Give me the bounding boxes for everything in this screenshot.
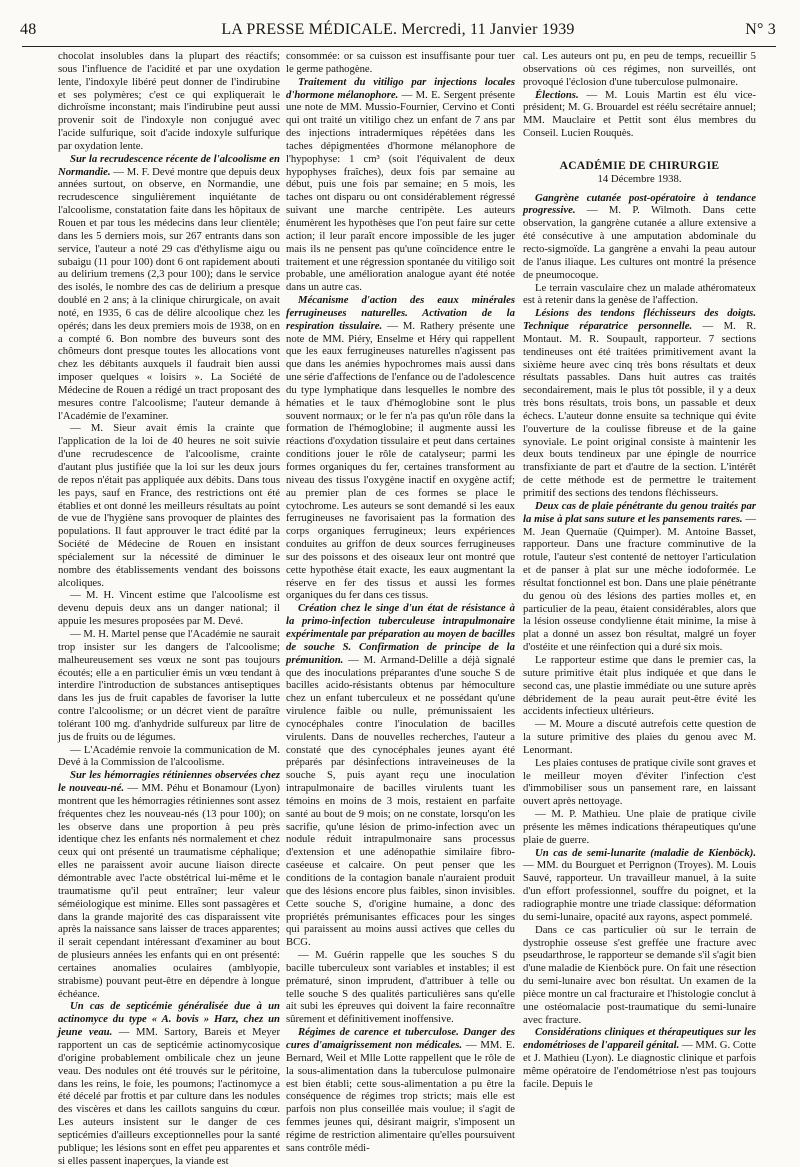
article-paragraph [523,847,756,924]
paragraph-text: — M. Sieur avait émis la crainte que l'application de la loi de 40 heures ne soit suivie d'une recrudescence de l'alcoolisme, crainte d'autant plus justifiée que la loi sur les deux jours de repos n'était pas appliquée aux débits. Dans tous les pays, sauf en France, des restrictions ont été établies et ont donné les meilleurs résultats au point de vue de l'hygiène sans provoquer de plaintes des populations. Il faut approuver le tract édité par la Société de Médecine de Rouen en insistant spécialement sur la nécessité de diminuer le nombre des établissements vendant des boissons alcoliques. [58,422,280,589]
column-middle [286,50,516,1154]
section-heading: ACADÉMIE DE CHIRURGIE [559,159,720,172]
article-paragraph [58,153,280,423]
article-paragraph [523,718,756,757]
paragraph-text: Le terrain vasculaire chez un malade athéromateux est à retenir dans la genèse de l'affection. [523,281,756,307]
paragraph-text: — M. Louis Martin est élu vice-président; M. G. Brouardel est réélu secrétaire annuel; MM. Mauclaire et Pettit sont élus membres du Conseil. Lucien Rouquès. [523,88,756,140]
article-paragraph [286,76,515,294]
journal-title: LA PRESSE MÉDICALE. Mercredi, 11 Janvier 1939 [221,21,575,38]
article-title: Régimes de carence et tuberculose. Danger des cures d'amaigrissement non médicales. [286,1026,515,1051]
article-paragraph [286,294,515,602]
paragraph-text: — M. H. Martel pense que l'Académie ne saurait trop insister sur les dangers de l'alcoolisme; malheureusement ses vœux ne sont pas toujours écoutés; elle a en particulier émis un vœu tendant à interdire l'introduction de substances antiseptiques dans les jus de fruit capables de favoriser la lutte contre l'alcoolisme; or un décret vient de paraître tolérant 100 mg. d'anhydride sulfureux par litre de jus de fruits ou de légumes. [58,627,280,743]
paragraph-text: — M. R. Montaut. M. R. Soupault, rapporteur. 7 sections tendineuses ont été traitées primitivement avant la sixième heure avec cinq très bons résultats et deux résultats passables. Dans huit autres cas traités secondairement, mais le plus tôt possible, il y a deux très bons résultats, trois bons, un passable et deux échecs. L'auteur donne ensuite sa technique qui évite l'ouverture de la coulisse fibreuse et de la gaine synoviale. Le point original consiste à maintenir les deux bouts tendineux par une épingle de nourrice transfixiante de part et d'autre de la section. L'intérêt de cette méthode est de permettre le traitement primitif des sections des tendons fléchisseurs. [523,320,756,499]
article-title: Sur les hémorragies rétiniennes observées chez le nouveau-né. [58,769,280,795]
paragraph-text: Les plaies contuses de pratique civile sont graves et le meilleur moyen d'éviter l'infection c'est d'immobiliser sous un pansement rare, en laissant ouvert après nettoyage. [523,756,756,808]
paragraph-text: — M. Armand-Delille a déjà signalé que des inoculations préparantes d'une souche S de bacilles acido-résistants obtenus par hémoculture chez un enfant tuberculeux et ne possédant qu'une virulence faible ou nulle, prémunissaient les cynocéphales contre l'inoculation de bacilles virulents. Dans de nouvelles recherches, l'auteur a constaté que des cynocéphales jeunes ayant été préparés par désinfections intraveineuses de la souche S, puis ayant reçu une inoculation intrapulmonaire de bacilles virulents tuant les témoins en moins de 3 mois, restaient en parfaite santé au bout de 9 mois; on ne constate, lorsqu'on les sacrifie, qu'une lésion de primo-infection avec un nodule réduit intrapulmonaire sans processus d'extension et une adénopathie similaire fibro-caséeuse et calcaire. On peut penser que les conditions de la contagion banale n'auraient produit que des lésions encore plus faibles, sinon invisibles. Cette souche S, d'origine humaine, a donc des propriétés prémunisantes efficaces pour les singes qui paraissent au moins aussi actives que celles du BCG. [286,653,515,949]
article-title: Un cas de semi-lunarite (maladie de Kienböck). [535,846,756,859]
article-paragraph [523,50,756,89]
paragraph-text: — M. H. Vincent estime que l'alcoolisme est devenu depuis deux ans un danger national; il appuie les mesures proposées par M. Devé. [58,589,280,628]
paragraph-text: — M. Moure a discuté autrefois cette question de la suture primitive des plaies du genou avec M. Lenormant. [523,718,756,756]
article-paragraph [286,602,515,949]
article-paragraph [523,808,756,847]
paragraph-text: Dans ce cas particulier où sur le terrain de dystrophie osseuse s'est greffée une fracture avec pseudarthrose, le rapporteur se demande s'il s'agit bien d'une maladie de Kienböck pure. On fait une résection du semi-lunaire avec bon résultat. Un examen de la pièce montre un cal fracturaire et l'histologie conclut à une ostéomalacie post-traumatique du semi-lunaire avec fracture. [523,923,756,1026]
article-paragraph [523,89,756,140]
article-title: Mécanisme d'action des eaux minérales ferrugineuses naturelles. Activation de la respiration tissulaire. [286,294,515,332]
article-paragraph [523,307,756,500]
article-paragraph [286,50,515,76]
paragraph-text: chocolat insolubles dans la plupart des réactifs; sous l'influence de l'acidité et par une oxydation lente, l'indoxyle libéré peut donner de l'indirubine et ses polymères; c'est ce qui expliquerait le dichroïsme inconstant; mais l'indirubine peut aussi provenir soit de l'indoxyle non conjugué avec l'acide sulfurique, soit d'acide indoxyle sulfurique par oxydation lente. [58,50,280,152]
article-paragraph [58,422,280,589]
section-date: 14 Décembre 1938. [597,172,682,185]
article-title: Considérations cliniques et thérapeutiques sur les endométrioses de l'appareil génital. [523,1026,756,1052]
article-paragraph [58,628,280,744]
paragraph-text: — L'Académie renvoie la communication de M. Devé à la Commission de l'alcoolisme. [58,743,280,769]
paragraph-text: — M. E. Sergent présente une note de MM. Mussio-Fournier, Cervino et Conti qui ont traité un vitiligo chez un enfant de 7 ans par des injections intradermiques répétées dans les taches dépigmentées d'hormone mélanophore de l'hypophyse: 1 cm³ (soit l'équivalent de deux hypophyses fraîches), deux fois par semaine au début, puis une fois par semaine; en 5 mois, les taches ont disparu ou ont considérablement régressé suivant une marche centripète. Les auteurs énumèrent les hypothèses que l'on peut faire sur cette action; il leur paraît encore impossible de les juger mais ils ne pensent pas qu'une coïncidence entre le traitement et une régression spontanée du vitiligo soit probable, une amélioration analogue ayant été notée dans un autre cas. [286,88,516,294]
paragraph-text: — MM. Péhu et Bonamour (Lyon) montrent que les hémorragies rétiniennes sont assez fréquentes chez les nouveau-nés (13 pour 100); on les observe dans une proportion à peu près identique chez les enfants nés normalement et chez ceux qui ont présenté un traumatisme céphalique; elles ne paraissent avoir aucune liaison directe démontrable avec l'acte obstétrical lui-même et le traumatisme qu'il peut entraîner; leur valeur séméiologique est minime. Elles sont passagères et dans la grande majorité des cas disparaissent vite après la naissance sans laisser de traces apparentes; il serait cependant intéressant d'examiner au bout de plusieurs années les enfants qui en ont présenté: certaines anomalies oculaires (amblyopie, strabisme) pouvant peut-être en dépendre à longue échéance. [58,782,280,1000]
paragraph-text: — M. Guérin rappelle que les souches S du bacille tuberculeux sont variables et instables; il est prématuré, sinon imprudent, d'attribuer à telle ou telle souche S des qualités particulières sans qu'elle ait subi les épreuves qui doivent la faire reconnaître sûrement et définitivement inoffensive. [286,949,515,1026]
paragraph-text: — MM. G. Cotte et J. Mathieu (Lyon). Le diagnostic clinique et parfois même opératoire de l'endométriose n'est pas toujours facile. Depuis le [523,1039,756,1090]
page-header [20,21,776,43]
header-rule [22,46,776,47]
article-title: Gangrène cutanée post-opératoire à tendance progressive. [523,191,756,217]
column-right [523,50,757,1090]
page-number: 48 [20,21,37,38]
article-paragraph [286,1026,515,1154]
article-paragraph [58,589,280,628]
article-paragraph [523,1026,756,1090]
article-paragraph [523,654,756,718]
paragraph-text: — M. F. Devé montre que depuis deux années surtout, on observe, en Normandie, une recrudescence singulièrement inquiétante de l'alcoolisme, constatation faite dans les hôpitaux de Rouen et par tous les médecins dans leur clientèle; dans les 5 derniers mois, sur 267 entrants dans son service, l'auteur a noté 29 cas d'éthylisme aigu ou subaigu (11 pour 100) dont 6 ont rapidement abouti au delirium tremens (2,3 pour 100); dans le service des isolés, le nombre des cas de delirium a presque doublé en 2 ans; à la clinique chirurgicale, on avait noté, en 1935, 6 cas de délire alcoolique chez les opérés; dans les deux premiers mois de 1938, on en a compté 6. Bon nombre des buveurs sont des chômeurs dont presque toutes les allocations vont chez les débitants auxquels il faudrait bien aussi imposer quelques « loisirs ». La Société de Médecine de Rouen a rédigé un tract proposant des mesures contre l'alcoolisme; l'auteur demande à l'Académie de l'examiner. [58,165,280,422]
paragraph-text: — M. Jean Quernaüe (Quimper). M. Antoine Basset, rapporteur. Dans une fracture comminutive de la rotule, l'auteur s'est contenté de nettoyer l'articulation et de panser à plat sur une mèche iodoformée. Le résultat fonctionnel est bon. Dans une plaie pénétrante du genou où des lésions des parties molles et, en particulier de la peau, étaient considérables, alors que la lésion osseuse condylienne était minime, la mise à plat a donné un assez bon résultat, malgré un foyer d'ostéite et une réinfection qui a duré six mois. [523,512,757,654]
article-paragraph [523,192,756,282]
paragraph-text: Le rapporteur estime que dans le premier cas, la suture primitive était plus indiquée et que dans le second cas, une plastie immédiate ou une suture après débridement de la peau aurait peut-être évité les accidents infectieux ultérieurs. [523,653,756,718]
article-paragraph [523,924,756,1027]
paragraph-text: — MM. E. Bernard, Weil et Mlle Lotte rappellent que le rôle de la sous-alimentation dans la tuberculose pulmonaire est bien établi; cette sous-alimentation a pu être la conséquence de régimes trop stricts; mais elle est parfois non plus conseillée mais voulue; il s'agit de femmes jeunes qui, désirant maigrir, s'imposent un régime de restriction alimentaire qu'elles poursuivent sans contrôle médi- [286,1038,515,1154]
article-paragraph [523,282,756,308]
paragraph-text: — M. P. Wilmoth. Dans cette observation, la gangrène cutanée a allure extensive a été consécutive à une amputation abdominale du recto-sigmoïde. La gangrène a envahi la peau autour de l'anus iliaque. Les cultures ont montré la présence de pneumocoque. [523,204,756,281]
article-paragraph [58,744,280,770]
article-title: Lésions des tendons fléchisseurs des doigts. Technique réparatrice personnelle. [523,307,756,333]
paragraph-text: — MM. du Bourguet et Perrignon (Troyes). M. Louis Sauvé, rapporteur. Un travailleur manuel, à la suite d'un effort professionnel, souffre du poignet, et la radiographie montre une triade classique: déformation du semi-lunaire, opacité aux rayons, aspect pommelé. [523,859,756,923]
article-title: Un cas de septicémie généralisée due à un actinomyce du type « A. bovis » Harz, chez un jeune veau. [58,1000,280,1039]
issue-number: N° 3 [745,21,776,38]
column-left [58,50,280,1167]
article-title: Création chez le singe d'un état de résistance à la primo-infection tuberculeuse intrapulmonaire expérimentale par préparation au moyen de bacilles de souche S. Confirmation de principe de la prémunition. [286,602,515,666]
article-title: Traitement du vitiligo par injections locales d'hormone mélanophore. [286,75,515,101]
article-paragraph [286,949,515,1026]
article-paragraph [58,1000,280,1167]
paragraph-text: consommée: or sa cuisson est insuffisante pour tuer le germe pathogène. [286,50,515,75]
article-title: Sur la recrudescence récente de l'alcoolisme en Normandie. [58,152,280,178]
paragraph-text: — M. P. Mathieu. Une plaie de pratique civile présente les mêmes indications thérapeutiques qu'une plaie de guerre. [523,808,756,846]
paragraph-text: — MM. Sartory, Bareis et Meyer rapportent un cas de septicémie actinomycosique d'origine probablement ombilicale chez un jeune veau. Des nodules ont été trouvés sur le péritoine, dans les reins, le foie, les poumons; l'actinomyce a été décelé par frottis et par culture dans les nodules des viscères et dans les caillots sanguins du cœur. Les auteurs insistent sur le danger de ces septicémies d'ailleurs exceptionnelles pour la santé publique; les lésions sont en effet peu apparentes et si elles passent inaperçues, la viande est [58,1026,280,1167]
article-paragraph [58,769,280,1000]
article-title: Deux cas de plaie pénétrante du genou traités par la mise à plat sans suture et les pansements rares. [523,499,756,525]
paragraph-text: — M. Rathery présente une note de MM. Piéry, Enselme et Héry qui rappellent que les eaux ferrugineuses naturelles n'agissent pas que dans les anémies hypochromes mais aussi dans une série d'affections de l'enfance ou de l'adolescence du type lymphatique dans lesquelles le nombre des hématies et le taux d'hémoglobine sont le plus souvent normaux; or le fer n'a pas qu'un rôle dans la formation de l'hémoglobine; il augmente aussi les réactions d'oxydation tissulaire et peut dans certaines conditions jouer le rôle de catalyseur; parmi les formes organiques du fer, certaines transforment au niveau des tissus l'oxygène inactif en oxygène actif; au premier plan de ces formes se place le cytochrome. Les auteurs se sont demandé si les eaux ferrugineuses ne favorisaient pas la formation des corps organiques ferrugineux; leurs expériences conduites au griffon de deux sources ferrugineuses sur des poissons et des oiseaux leur ont montré que cette hypothèse était exacte, les eaux augmentant la réserve en fer des tissus et aussi les formes organiques du fer dans ces tissus. [286,319,516,602]
article-title: Élections. [535,88,579,101]
paragraph-text: cal. Les auteurs ont pu, en peu de temps, recueillir 5 observations où ces régimes, non surveillés, ont provoqué l'éclosion d'une tuberculose pulmonaire. [523,50,756,88]
article-paragraph [523,757,756,808]
article-paragraph [58,50,280,153]
article-paragraph [523,500,756,654]
